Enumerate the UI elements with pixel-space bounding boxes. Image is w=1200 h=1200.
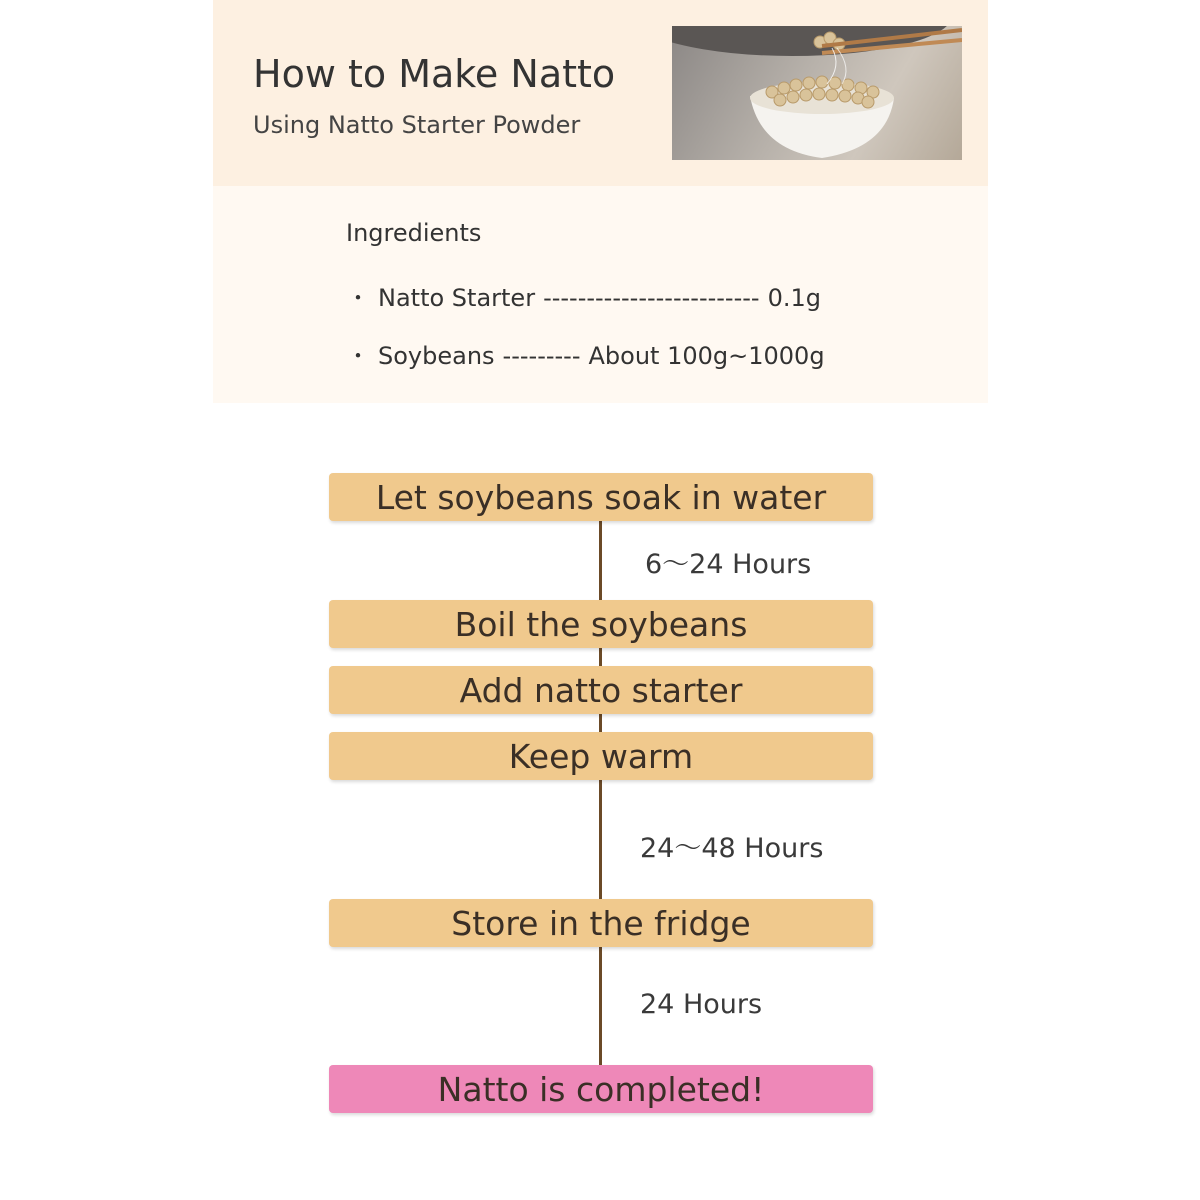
- ingredients-heading: Ingredients: [346, 219, 482, 247]
- dotted-leader: -------------------------: [543, 284, 760, 312]
- step-fridge: Store in the fridge: [329, 899, 873, 947]
- step-soak: Let soybeans soak in water: [329, 473, 873, 521]
- dotted-leader: ---------: [502, 342, 581, 370]
- ingredient-amount: About 100g~1000g: [588, 342, 825, 370]
- step-add-starter: Add natto starter: [329, 666, 873, 714]
- step-keep-warm: Keep warm: [329, 732, 873, 780]
- ingredient-row: [346, 278, 821, 313]
- page-title: How to Make Natto: [253, 52, 616, 96]
- ingredient-amount: 0.1g: [767, 284, 821, 312]
- step-completed: Natto is completed!: [329, 1065, 873, 1113]
- duration-soak: 6～24 Hours: [645, 549, 812, 580]
- header-banner: [213, 0, 988, 186]
- bullet: ・: [346, 342, 370, 370]
- bullet: ・: [346, 284, 370, 312]
- ingredient-name: Soybeans: [378, 342, 495, 370]
- duration-fridge: 24 Hours: [640, 989, 763, 1020]
- ingredient-row: [346, 336, 825, 371]
- natto-bowl-image: [672, 26, 962, 160]
- ingredient-name: Natto Starter: [378, 284, 536, 312]
- flow-connector-line: [599, 505, 602, 1083]
- step-boil: Boil the soybeans: [329, 600, 873, 648]
- ingredients-section: [213, 186, 988, 403]
- duration-keep-warm: 24～48 Hours: [640, 833, 824, 864]
- page-subtitle: Using Natto Starter Powder: [253, 111, 581, 139]
